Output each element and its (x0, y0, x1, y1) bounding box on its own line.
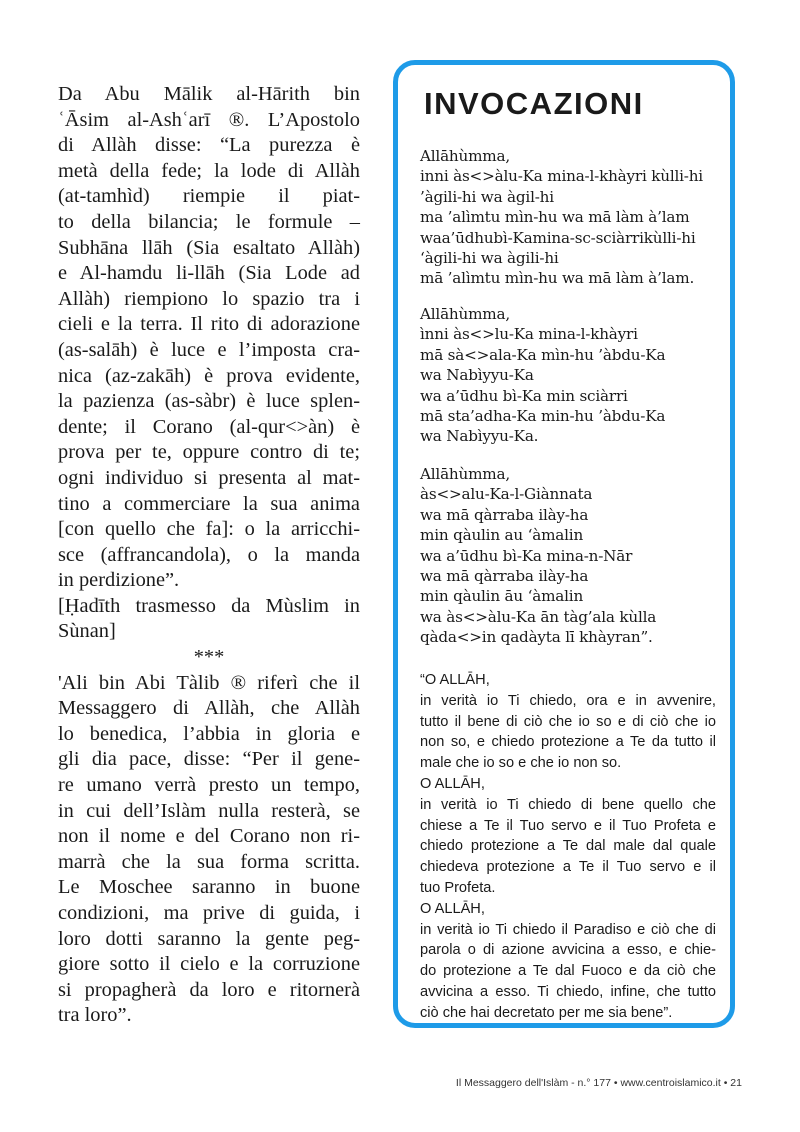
text-line: ìnni às<>lu-Ka mina-l-khàyri (420, 325, 638, 344)
text-line: “O ALLĀH, (420, 672, 490, 688)
text-line: do protezione a Te dal Fuoco e da ciò che (420, 963, 716, 980)
text-line: chiese a Te il Tuo servo e il Tuo Profeta e (420, 817, 716, 834)
text-line: às<>alu-Ka-l-Giànnata (420, 485, 593, 504)
invocation-translation (420, 670, 716, 1024)
invocation-stanza-3 (420, 464, 720, 648)
text-line: ʿĀsim al-Ashʿarī ®. L’Apostolo (58, 108, 360, 131)
text-line: la pazienza (as-sàbr) è luce splen- (58, 390, 360, 413)
text-line: Allàh) riempiono lo spazio tra i (58, 287, 360, 310)
text-line: e Al-hamdu li-llāh (Sia Lode ad (58, 262, 360, 285)
text-line: metà della fede; la lode di Allàh (58, 159, 360, 182)
text-line: di Allàh disse: “La purezza è (58, 134, 360, 157)
text-line: inni às<>àlu-Ka mina-l-khàyri kùlli-hi (420, 167, 703, 186)
text-line: in verità io Ti chiedo di bene quello che (420, 796, 716, 813)
text-line: 'Ali bin Abi Tàlib ® riferì che il (58, 671, 360, 694)
text-line: min qàulin au ‘àmalin (420, 526, 584, 545)
text-line: nica (az-zakāh) è prova evidente, (58, 364, 360, 387)
text-line: non so, e chiedo protezione a Te da tutto il (420, 734, 716, 751)
text-line: parola o di azione avvicina a esso, e chie- (420, 942, 716, 959)
text-line: marrà che la sua forma scritta. (58, 850, 360, 873)
text-line: Da Abu Mālik al-Hārith bin (58, 83, 360, 105)
text-line: wa às<>àlu-Ka ān tàg’ala kùlla (420, 607, 657, 626)
text-line: waa’ūdhubì-Kamina-sc-sciàrrikùlli-hi (420, 228, 696, 247)
text-line: ’àgili-hi wa àgil-hi (420, 187, 554, 206)
text-line: ma ’alìmtu mìn-hu wa mā làm à’lam (420, 208, 690, 227)
text-line: tra loro”. (58, 1004, 132, 1027)
text-line: sce (affrancandola), o la manda (58, 543, 360, 566)
text-line: (at-tamhìd) riempie il piat- (58, 185, 360, 208)
text-line: ciò che hai decretato per me sia bene”. (420, 1004, 673, 1021)
text-line: non il nome e del Corano non ri- (58, 825, 360, 848)
text-line: giore sotto il cielo e la corruzione (58, 953, 360, 976)
text-line: O ALLĀH, (420, 900, 485, 917)
text-line: qàda<>in qadàyta lī khàyran”. (420, 628, 653, 647)
text-line: chiedo protezione a Te dal male dal quale (420, 838, 716, 855)
text-line: re umano verrà presto un tempo, (58, 774, 360, 797)
text-line: wa mā qàrraba ilày-ha (420, 505, 589, 524)
text-line: Allāhùmma, (420, 147, 510, 165)
text-line: loro dotti saranno la gente peg- (58, 927, 360, 950)
page-footer: Il Messaggero dell'Islàm - n.° 177 • www.centroislamico.it • 21 (455, 1077, 742, 1089)
text-line: in cui dell’Islàm nulla resterà, se (58, 799, 360, 822)
invocation-stanza-1 (420, 146, 720, 289)
text-line: mā sta’adha-Ka min-hu ’àbdu-Ka (420, 407, 666, 426)
text-line: chiedeva protezione a Te il Tuo servo e il (420, 859, 716, 876)
text-line: Le Moschee saranno in buone (58, 876, 360, 899)
text-line: condizioni, ma prive di guida, i (58, 902, 360, 924)
text-line: lo benedica, l’abbia in gloria e (58, 722, 360, 745)
text-line: wa Nabìyyu-Ka. (420, 427, 539, 446)
text-line: tutto il bene di ciò che io so e di ciò che io (420, 713, 716, 730)
text-line: wa Nabìyyu-Ka (420, 366, 534, 385)
invocation-stanza-2 (420, 304, 720, 447)
text-line: Allāhùmma, (420, 465, 510, 483)
text-line: O ALLĀH, (420, 775, 485, 792)
text-line: in perdizione”. (58, 569, 180, 592)
text-line: min qàulin āu ‘àmalin (420, 587, 584, 606)
text-line: wa a’ūdhu bì-Ka min sciàrri (420, 386, 628, 405)
text-line: mā ’alìmtu mìn-hu wa mā làm à’lam. (420, 269, 695, 288)
text-line: Allāhùmma, (420, 305, 510, 323)
text-line: mā sà<>ala-Ka mìn-hu ’àbdu-Ka (420, 345, 666, 364)
text-line: [con quello che fa]: o la arricchi- (58, 518, 360, 541)
text-line: Messaggero di Allàh, che Allàh (58, 697, 360, 720)
text-line: ‘àgili-hi wa àgili-hi (420, 249, 559, 268)
text-line: Sùnan] (58, 620, 116, 643)
text-line: wa a’ūdhu bì-Ka mina-n-Nār (420, 546, 633, 565)
text-line: wa mā qàrraba ilày-ha (420, 567, 589, 586)
text-line: Subhāna llāh (Sia esaltato Allàh) (58, 236, 360, 259)
text-line: to della bilancia; le formule – (58, 210, 360, 233)
text-line: tino a commerciare la sua anima (58, 492, 360, 515)
invocations-title: INVOCAZIONI (424, 86, 644, 121)
text-line: tuo Profeta. (420, 879, 496, 896)
section-separator: *** (193, 646, 225, 669)
text-line: prova per te, oppure contro di te; (58, 441, 360, 464)
main-text-column (58, 82, 360, 1029)
text-line: cieli e la terra. Il rito di adorazione (58, 313, 360, 336)
text-line: gli dia pace, disse: “Per il gene- (58, 748, 360, 771)
text-line: in verità io Ti chiedo il Paradiso e ciò che di (420, 921, 716, 938)
text-line: [Ḥadīth trasmesso da Mùslim in (58, 594, 360, 617)
hadith-paragraph-2 (58, 671, 360, 1029)
text-line: avvicina a esso. Ti chiedo, infine, che tutto (420, 983, 716, 1000)
hadith-paragraph-1 (58, 82, 360, 645)
text-line: dente; il Corano (al-qur<>àn) è (58, 415, 360, 438)
text-line: ogni individuo si presenta al mat- (58, 466, 360, 489)
text-line: male che io so e che io non so. (420, 755, 622, 772)
text-line: si propagherà da loro e ritornerà (58, 978, 360, 1001)
text-line: in verità io Ti chiedo, ora e in avvenire, (420, 692, 716, 709)
text-line: (as-salāh) è luce e l’imposta cra- (58, 338, 360, 361)
